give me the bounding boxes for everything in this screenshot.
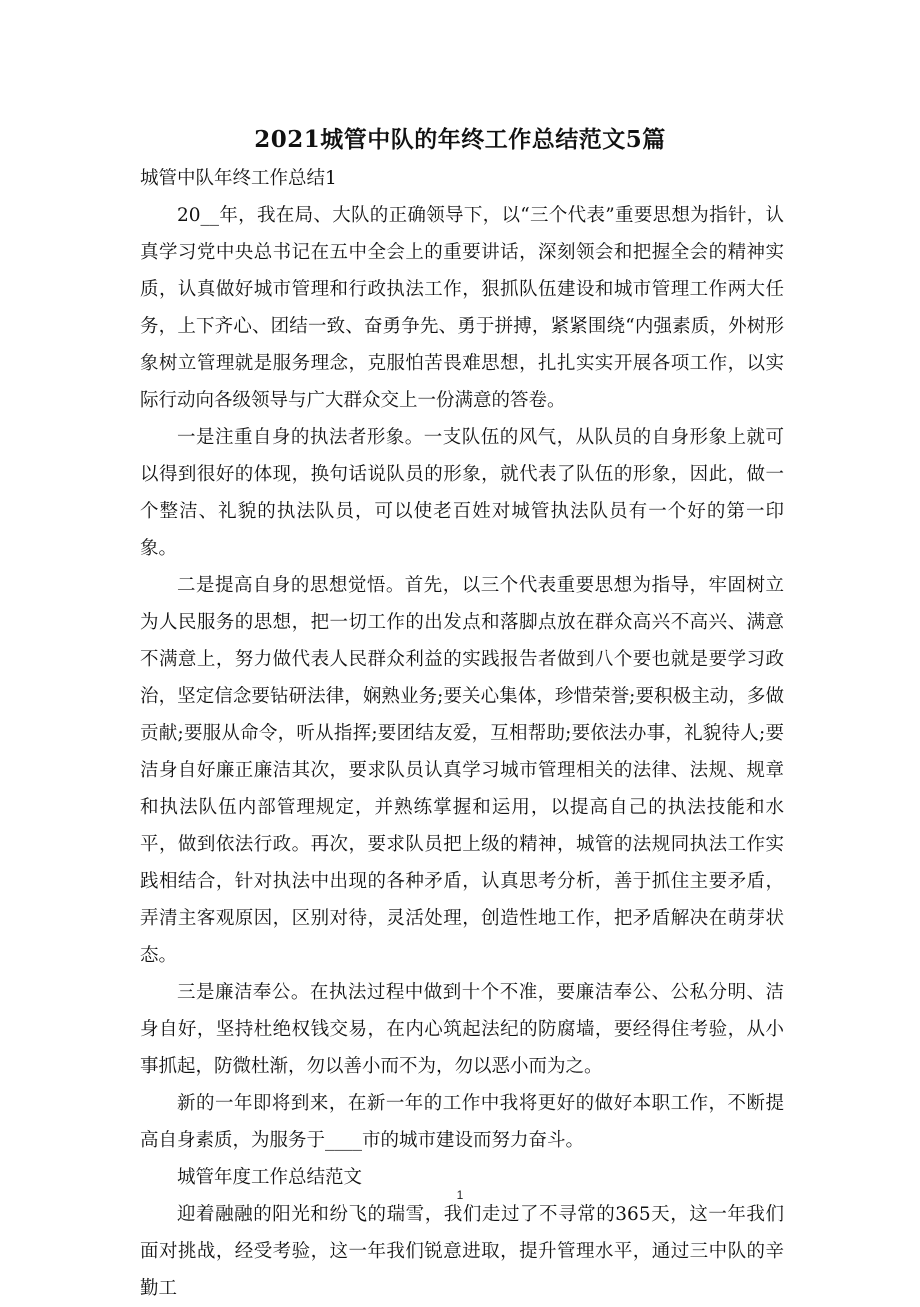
document-title: 2021城管中队的年终工作总结范文5篇 (254, 126, 666, 153)
section-heading: 城管年度工作总结范文 (177, 1167, 363, 1188)
paragraph: 20__年，我在局、大队的正确领导下，以“三个代表”重要思想为指针，认真学习党中央总书记在五中全会上的重要讲话，深刻领会和把握全会的精神实质，认真做好城市管理和行政执法工作，狠抓队伍建设和城市管理工作两大任务，上下齐心、团结一致、奋勇争先、勇于拼搏，紧紧围绕“内强素质，外树形象树立管理就是服务理念，克服怕苦畏难思想，扎扎实实开展各项工作，以实际行动向各级领导与广大群众交上一份满意的答卷。 (140, 205, 784, 411)
document-body (140, 160, 784, 1307)
paragraph: 二是提高自身的思想觉悟。首先，以三个代表重要思想为指导，牢固树立为人民服务的思想，把一切工作的出发点和落脚点放在群众高兴不高兴、满意不满意上，努力做代表人民群众利益的实践报告者做到八个要也就是要学习政治，坚定信念要钻研法律，娴熟业务;要关心集体，珍惜荣誉;要积极主动，多做贡献;要服从命令，听从指挥;要团结友爱，互相帮助;要依法办事，礼貌待人;要洁身自好廉正廉洁其次，要求队员认真学习城市管理相关的法律、法规、规章和执法队伍内部管理规定，并熟练掌握和运用，以提高自己的执法技能和水平，做到依法行政。再次，要求队员把上级的精神，城管的法规同执法工作实践相结合，针对执法中出现的各种矛盾，认真思考分析，善于抓住主要矛盾，弄清主客观原因，区别对待，灵活处理，创造性地工作，把矛盾解决在萌芽状态。 (140, 575, 784, 966)
paragraph: 三是廉洁奉公。在执法过程中做到十个不准，要廉洁奉公、公私分明、洁身自好，坚持杜绝权钱交易，在内心筑起法纪的防腐墙，要经得住考验，从小事抓起，防微杜渐，勿以善小而不为，勿以恶小而为之。 (140, 982, 784, 1077)
section-heading: 城管中队年终工作总结1 (140, 168, 337, 189)
paragraph: 迎着融融的阳光和纷飞的瑞雪，我们走过了不寻常的365天，这一年我们面对挑战，经受考验，这一年我们锐意进取，提升管理水平，通过三中队的辛勤工 (140, 1204, 784, 1299)
paragraph: 一是注重自身的执法者形象。一支队伍的风气，从队员的自身形象上就可以得到很好的体现，换句话说队员的形象，就代表了队伍的形象，因此，做一个整洁、礼貌的执法队员，可以使老百姓对城管执法队员有一个好的第一印象。 (140, 427, 784, 559)
page-number: 1 (456, 1188, 464, 1202)
paragraph: 新的一年即将到来，在新一年的工作中我将更好的做好本职工作，不断提高自身素质，为服务于____市的城市建设而努力奋斗。 (140, 1093, 784, 1151)
